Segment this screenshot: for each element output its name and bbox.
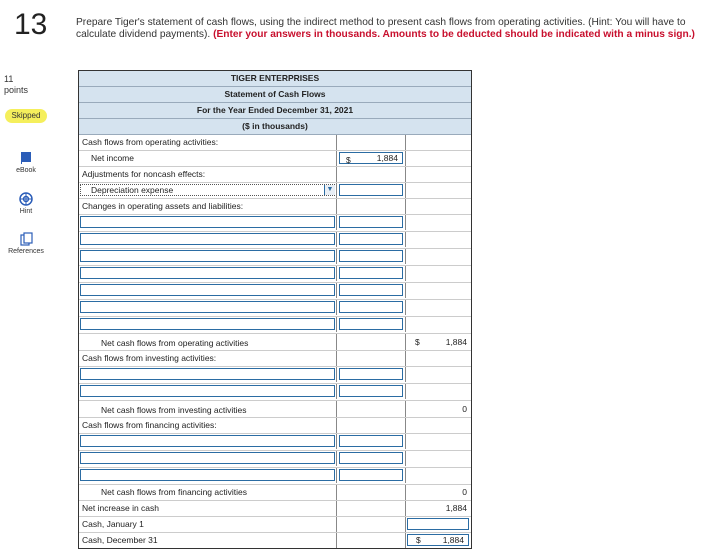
cash-jan-label: Cash, January 1	[79, 517, 337, 532]
inv-item-input-1[interactable]	[80, 368, 335, 380]
table-row	[79, 451, 471, 468]
fin-amount-input-2[interactable]	[339, 452, 403, 464]
table-row	[79, 418, 471, 434]
depreciation-amount-input[interactable]	[339, 184, 403, 196]
points-value: 11	[4, 74, 14, 84]
table-row	[79, 485, 471, 501]
table-row	[79, 215, 471, 232]
op-item-input-3[interactable]	[80, 250, 335, 262]
references-icon	[19, 232, 33, 246]
question-prompt	[76, 17, 696, 40]
cash-jan-input[interactable]	[407, 518, 469, 530]
adjustments-label: Adjustments for noncash effects:	[79, 167, 337, 182]
table-row	[79, 151, 471, 167]
statement-period: For the Year Ended December 31, 2021	[79, 103, 471, 119]
hint-tool[interactable]	[4, 192, 48, 215]
changes-label: Changes in operating assets and liabilities:	[79, 199, 337, 214]
fin-item-input-3[interactable]	[80, 469, 335, 481]
table-row	[79, 300, 471, 317]
chevron-down-icon[interactable]: ▼	[324, 185, 335, 195]
table-row	[79, 367, 471, 384]
ebook-label: eBook	[16, 167, 36, 174]
table-row	[79, 199, 471, 215]
fin-amount-input-1[interactable]	[339, 435, 403, 447]
cash-flow-statement	[78, 70, 472, 549]
status-badge: Skipped	[5, 109, 47, 123]
op-amount-input-1[interactable]	[339, 216, 403, 228]
hint-icon	[19, 192, 33, 206]
hint-label: Hint	[19, 208, 33, 215]
net-increase-label: Net increase in cash	[79, 501, 337, 516]
statement-title: Statement of Cash Flows	[79, 87, 471, 103]
table-row	[79, 384, 471, 401]
net-inv-label: Net cash flows from investing activities	[79, 401, 337, 417]
op-amount-input-5[interactable]	[339, 284, 403, 296]
net-increase-value: 1,884	[445, 503, 467, 513]
op-amount-input-4[interactable]	[339, 267, 403, 279]
op-item-input-4[interactable]	[80, 267, 335, 279]
inv-header-label: Cash flows from investing activities:	[79, 351, 337, 366]
table-row	[79, 266, 471, 283]
table-row	[79, 351, 471, 367]
table-row	[79, 167, 471, 183]
op-amount-input-7[interactable]	[339, 318, 403, 330]
inv-item-input-2[interactable]	[80, 385, 335, 397]
table-row	[79, 434, 471, 451]
net-income-input[interactable]	[339, 152, 403, 164]
net-income-dollar: $	[346, 155, 351, 165]
cash-dec-dollar: $	[416, 535, 421, 545]
net-fin-value: 0	[462, 487, 467, 497]
net-inv-value: 0	[462, 404, 467, 414]
op-amount-input-3[interactable]	[339, 250, 403, 262]
depreciation-dropdown[interactable]	[80, 184, 335, 196]
company-name: TIGER ENTERPRISES	[79, 71, 471, 87]
table-row	[79, 317, 471, 334]
table-row	[79, 249, 471, 266]
op-header-label: Cash flows from operating activities:	[79, 135, 337, 150]
net-income-label: Net income	[79, 151, 337, 166]
book-icon	[19, 151, 33, 165]
cash-dec-label: Cash, December 31	[79, 533, 337, 548]
points-info	[4, 74, 28, 96]
cash-dec-value: 1,884	[442, 535, 464, 545]
points-label: points	[4, 85, 29, 95]
ebook-tool[interactable]	[4, 151, 48, 174]
net-op-dollar: $	[415, 337, 420, 347]
op-amount-input-2[interactable]	[339, 233, 403, 245]
net-op-label: Net cash flows from operating activities	[79, 334, 337, 350]
references-label: References	[8, 248, 44, 255]
op-item-input-6[interactable]	[80, 301, 335, 313]
inv-amount-input-2[interactable]	[339, 385, 403, 397]
op-item-input-7[interactable]	[80, 318, 335, 330]
table-row	[79, 183, 471, 199]
table-row	[79, 517, 471, 533]
net-income-value: 1,884	[376, 153, 398, 163]
statement-units: ($ in thousands)	[79, 119, 471, 135]
table-row	[79, 501, 471, 517]
table-row	[79, 283, 471, 300]
depreciation-label: Depreciation expense	[91, 185, 174, 195]
fin-item-input-2[interactable]	[80, 452, 335, 464]
table-row	[79, 232, 471, 249]
fin-amount-input-3[interactable]	[339, 469, 403, 481]
net-op-value: 1,884	[445, 337, 467, 347]
op-amount-input-6[interactable]	[339, 301, 403, 313]
table-row	[79, 401, 471, 418]
fin-item-input-1[interactable]	[80, 435, 335, 447]
fin-header-label: Cash flows from financing activities:	[79, 418, 337, 433]
op-item-input-2[interactable]	[80, 233, 335, 245]
op-item-input-1[interactable]	[80, 216, 335, 228]
cash-dec-input[interactable]	[407, 534, 469, 546]
table-row	[79, 468, 471, 485]
references-tool[interactable]	[4, 232, 48, 255]
table-row	[79, 135, 471, 151]
net-fin-label: Net cash flows from financing activities	[79, 485, 337, 500]
question-number: 13	[14, 8, 48, 41]
op-item-input-5[interactable]	[80, 284, 335, 296]
table-row	[79, 334, 471, 351]
prompt-instruction: (Enter your answers in thousands. Amounts to be deducted should be indicated with a minus sign.)	[213, 28, 695, 40]
table-row	[79, 533, 471, 548]
prompt-text: Prepare Tiger's statement of cash flows, using the indirect method to present cash flows from operating activities. (Hint: You will have to calculate dividend payments).	[76, 17, 686, 40]
inv-amount-input-1[interactable]	[339, 368, 403, 380]
